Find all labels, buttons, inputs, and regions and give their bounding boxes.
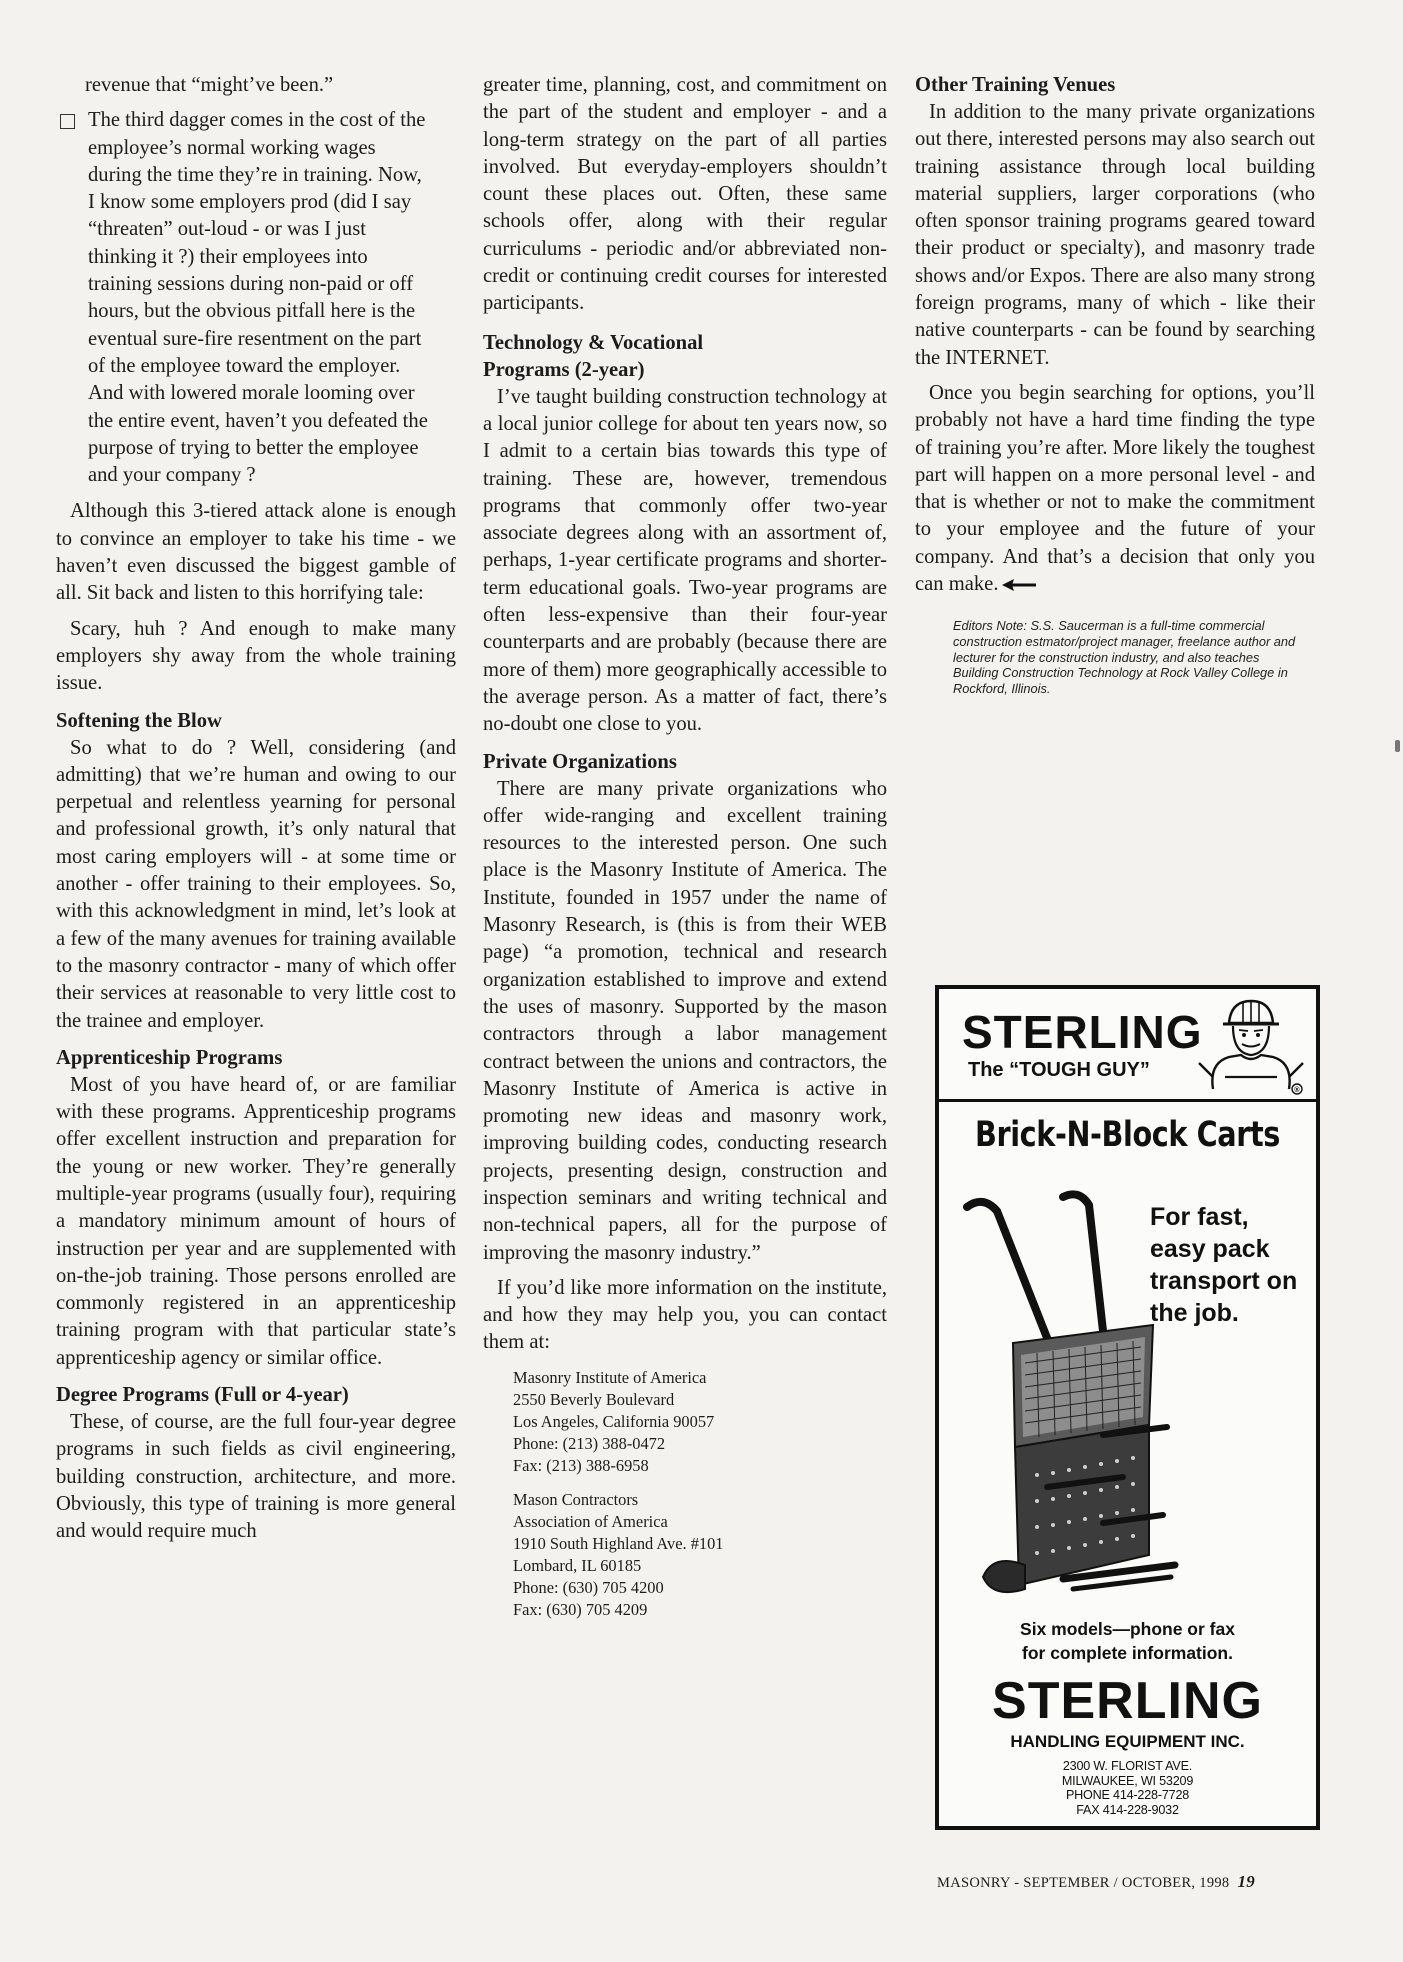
closing-paragraph-text: Once you begin searching for options, you’ll probably not have a hard time finding the type of training you’re after. More likely the toughest part will happen on a more personal level - and that is whether or not to make the commitment to your employee and the future of your company. And that’s a decision that only you can make. bbox=[915, 381, 1315, 596]
paragraph: In addition to the many private organizations out there, interested persons may also search out training assistance through local building material suppliers, larger corporations (who often sponsor training programs geared toward their product or specialty), and masonry trade shows and/or Expos. There are also many strong foreign programs, many of which - like their native counterparts - can be found by searching the INTERNET. bbox=[915, 101, 1315, 369]
bullet-item bbox=[56, 107, 456, 489]
address-line: Lombard, IL 60185 bbox=[513, 1555, 642, 1575]
lead-text: revenue that “might’ve been.” bbox=[85, 74, 334, 96]
tough-guy-mascot-icon bbox=[1195, 997, 1307, 1097]
address-line: 2550 Beverly Boulevard bbox=[513, 1389, 675, 1409]
page-footer bbox=[937, 1872, 1255, 1892]
ad-brand-logo: STERLING bbox=[992, 1672, 1263, 1730]
address-line: Los Angeles, California 90057 bbox=[513, 1411, 715, 1431]
paragraph: greater time, planning, cost, and commitment on the part of the student and employer - and a long-term strategy on the part of all parties involved. But everyday-employers shouldn’t count these places out. Often, these same schools offer, along with their regular curriculums - periodic and/or abbreviated non-credit or continuing credit courses for interested participants. bbox=[483, 74, 887, 315]
ad-company-name: HANDLING EQUIPMENT INC. bbox=[1010, 1732, 1245, 1751]
brick-cart-illustration-icon bbox=[953, 1185, 1183, 1605]
section-heading bbox=[483, 330, 887, 384]
contact-line-1: Six models—phone or fax bbox=[1020, 1619, 1235, 1639]
section-heading: Degree Programs (Full or 4-year) bbox=[56, 1384, 349, 1407]
article-column-3 bbox=[915, 72, 1315, 696]
address-line: Fax: (213) 388-6958 bbox=[513, 1455, 649, 1475]
section-heading: Apprenticeship Programs bbox=[56, 1046, 283, 1069]
scan-edge-mark bbox=[1395, 740, 1400, 752]
paragraph: There are many private organizations who offer wide-ranging and excellent training resources to the interested person. One such place is the Masonry Institute of America. The Institute, founded in 1957 under the name of Masonry Research, is (this is from their WEB page) “a promotion, technical and research organization established to improve and extend the uses of masonry. Supported by the mason contractors through a labor management contract between the unions and contractors, the Masonry Institute of America is active in promoting new ideas and masonry work, improving building codes, conducting research projects, presenting design, construction and inspection seminars and writing technical and non-technical papers, all for the purpose of improving the masonry industry.” bbox=[483, 777, 887, 1264]
ad-address-line: 2300 W. FLORIST AVE. bbox=[1062, 1759, 1193, 1773]
article-column-2 bbox=[483, 72, 887, 1633]
bullet-text: The third dagger comes in the cost of the employee’s normal working wages during the time they’re in training. Now, I know some employers prod (did I say “threaten” out-loud - or was I just thinking it ?) their employees into training sessions during non-paid or off hours, but the obvious pitfall here is the eventual sure-fire resentment on the part of the employee toward the employer. And with lowered morale looming over the entire event, haven’t you defeated the purpose of trying to better the employee and your company ? bbox=[88, 109, 428, 487]
paragraph bbox=[915, 380, 1315, 598]
ad-slogan: The “TOUGH GUY” bbox=[968, 1059, 1150, 1081]
heading-line-2: Programs (2-year) bbox=[483, 358, 645, 381]
sterling-advertisement bbox=[935, 985, 1320, 1830]
paragraph: Scary, huh ? And enough to make many employers shy away from the whole training issue. bbox=[56, 617, 456, 695]
address-line: Phone: (630) 705 4200 bbox=[513, 1577, 664, 1597]
ad-divider bbox=[939, 1099, 1316, 1102]
editors-note: Editors Note: S.S. Saucerman is a full-time commercial construction estmator/project manager, freelance author and lecturer for the construction industry, and also teaches Building Construction Technology at Rock Valley College in Rockford, Illinois. bbox=[953, 618, 1296, 696]
paragraph: Although this 3-tiered attack alone is enough to convince an employer to take his time - we haven’t even discussed the biggest gamble of all. Sit back and listen to this horrifying tale: bbox=[56, 500, 456, 605]
footer-publication: MASONRY - SEPTEMBER / OCTOBER, 1998 bbox=[937, 1875, 1230, 1891]
address-block-mcaa bbox=[513, 1489, 887, 1621]
paragraph: So what to do ? Well, considering (and admitting) that we’re human and owing to our perpetual and relentless yearning for personal and professional growth, it’s only natural that most caring employers will - at some time or another - offer training to their employees. So, with this acknowledgment in mind, let’s look at a few of the many avenues for training available to the masonry contractor - many of which offer their services at reasonable to very little cost to the trainee and employer. bbox=[56, 736, 456, 1032]
article-column-1 bbox=[56, 72, 456, 1554]
section-heading: Softening the Blow bbox=[56, 709, 222, 732]
contact-line-2: for complete information. bbox=[1022, 1643, 1233, 1663]
ad-address bbox=[939, 1759, 1316, 1817]
checkbox-bullet-icon bbox=[60, 114, 75, 129]
paragraph: If you’d like more information on the institute, and how they may help you, you can contact them at: bbox=[483, 1276, 887, 1354]
address-block-mia bbox=[513, 1367, 887, 1477]
heading-line-1: Technology & Vocational bbox=[483, 331, 704, 354]
ad-address-line: FAX 414-228-9032 bbox=[1076, 1802, 1179, 1817]
address-line: Phone: (213) 388-0472 bbox=[513, 1433, 666, 1453]
address-line: Association of America bbox=[513, 1511, 668, 1531]
ad-address-line: MILWAUKEE, WI 53209 bbox=[1061, 1773, 1194, 1788]
paragraph: I’ve taught building construction technology at a local junior college for about ten years now, so I admit to a certain bias towards this type of training. These are, however, tremendous programs that commonly offer two-year associate degrees along with an assortment of, perhaps, 1-year certificate programs and shorter-term educational goals. Two-year programs are often less-expensive than their four-year counterparts and are probably (because there are more of them) more geographically accessible to the average person. As a matter of fact, there’s no-doubt one close to you. bbox=[483, 385, 887, 736]
paragraph: These, of course, are the full four-year degree programs in such fields as civil engineering, building construction, architecture, and more. Obviously, this type of training is more general and would require much bbox=[56, 1411, 456, 1543]
ad-contact-callout bbox=[939, 1617, 1316, 1665]
address-line: Mason Contractors bbox=[513, 1489, 639, 1509]
end-mark-icon bbox=[1000, 579, 1038, 591]
address-line: Fax: (630) 705 4209 bbox=[513, 1599, 648, 1619]
ad-brand-title: STERLING bbox=[962, 1006, 1203, 1058]
ad-address-line: PHONE 414-228-7728 bbox=[1065, 1788, 1190, 1802]
ad-product-name: Brick-N-Block Carts bbox=[975, 1115, 1280, 1155]
address-line: Masonry Institute of America bbox=[513, 1367, 707, 1387]
address-line: 1910 South Highland Ave. #101 bbox=[513, 1533, 724, 1553]
section-heading: Private Organizations bbox=[483, 750, 677, 773]
paragraph: Most of you have heard of, or are familiar with these programs. Apprenticeship programs offer excellent instruction and preparation for the young or new worker. They’re generally multiple-year programs (usually four), requiring a mandatory minimum amount of hours of instruction per year and are supplemented with on-the-job training. Those persons enrolled are commonly registered in an apprenticeship training program with that particular state’s apprenticeship agency or similar office. bbox=[56, 1073, 456, 1369]
registered-mark: ® bbox=[1294, 1087, 1300, 1094]
section-heading: Other Training Venues bbox=[915, 74, 1116, 96]
ad-tagline: For fast, easy pack transport on the job. bbox=[1150, 1203, 1298, 1327]
page-number: 19 bbox=[1237, 1872, 1256, 1891]
